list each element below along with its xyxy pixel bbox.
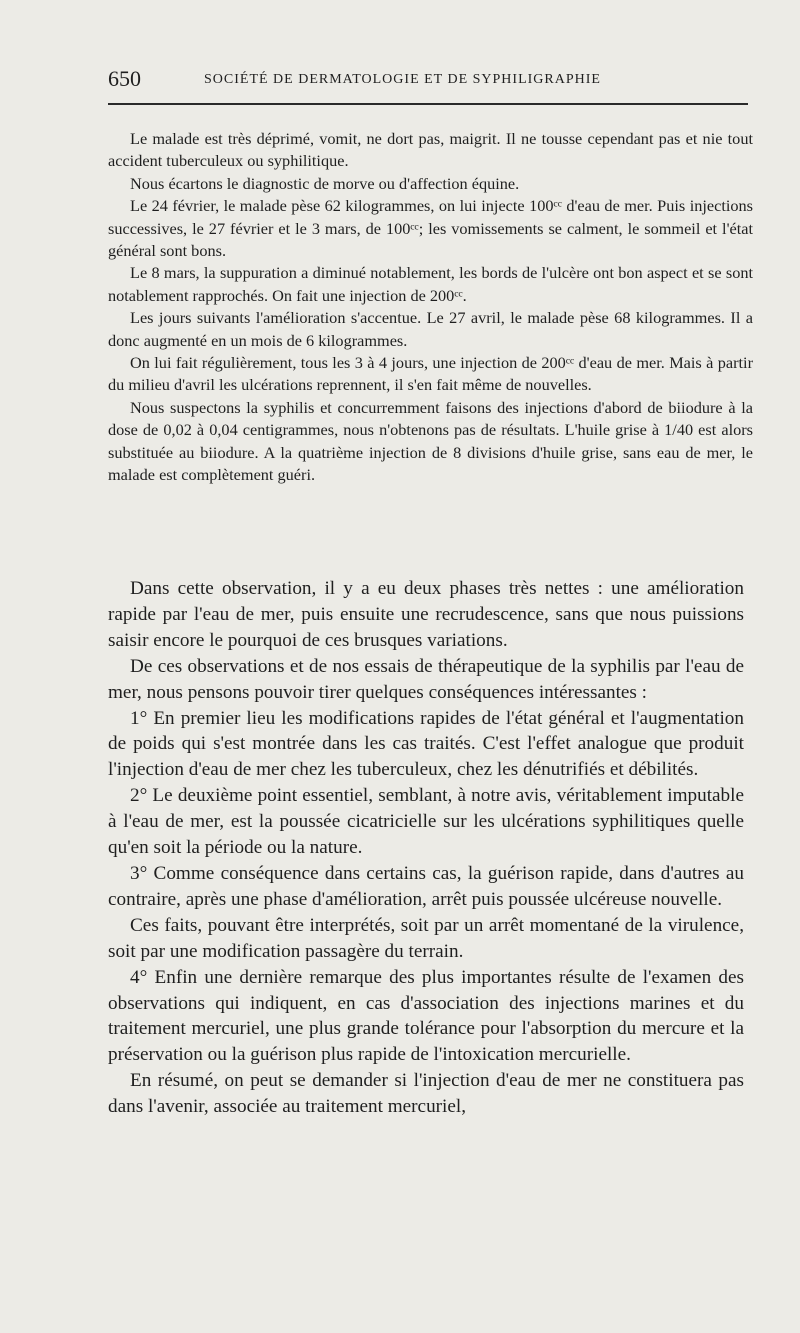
paragraph: 4° Enfin une dernière remarque des plus importantes résulte de l'examen des observations qui indiquent, en cas d'association des injections marines et du traitement mercuriel, une plus grande tolérance pour l'absorption du mercure et la préservation ou la guérison plus rapide de l'intoxication mercurielle. — [108, 966, 744, 1066]
paragraph: Nous suspectons la syphilis et concurremment faisons des injections d'abord de biiodure à la dose de 0,02 à 0,04 centigrammes, nous n'obtenons pas de résultats. L'huile grise à 1/40 est alors substituée au biiodure. A la quatrième injection de 8 divisions d'huile grise, sans eau de mer, le malade est complètement guéri. — [108, 397, 753, 485]
running-title: SOCIÉTÉ DE DERMATOLOGIE ET DE SYPHILIGRAPHIE — [204, 72, 601, 87]
paragraph: Les jours suivants l'amélioration s'accentue. Le 27 avril, le malade pèse 68 kilogrammes. Il a donc augmenté en un mois de 6 kilogrammes. — [108, 308, 753, 350]
page-number: 650 — [108, 66, 141, 91]
paragraph: On lui fait régulièrement, tous les 3 à 4 jours, une injection de 200ᶜᶜ d'eau de mer. Mais à partir du milieu d'avril les ulcérations reprennent, il s'en fait même de nouvelles. — [108, 353, 753, 395]
header-rule — [108, 103, 748, 105]
paragraph: Dans cette observation, il y a eu deux phases très nettes : une amélioration rapide par l'eau de mer, puis ensuite une recrudescence, sans que nous puissions saisir encore le pourquoi de ces brusques variations. — [108, 578, 744, 651]
paragraph: Le malade est très déprimé, vomit, ne dort pas, maigrit. Il ne tousse cependant pas et nie tout accident tuberculeux ou syphilitique. — [108, 129, 753, 171]
paragraph: Nous écartons le diagnostic de morve ou d'affection équine. — [130, 173, 520, 193]
paragraph: 2° Le deuxième point essentiel, semblant, à notre avis, véritablement imputable à l'eau de mer, est la poussée cicatricielle sur les ulcérations syphilitiques quelle qu'en soit la période ou la nature. — [108, 785, 744, 859]
discussion-text — [108, 576, 744, 1120]
paragraph: 3° Comme conséquence dans certains cas, la guérison rapide, dans d'autres au contraire, après une phase d'amélioration, arrêt puis poussée ulcéreuse nouvelle. — [108, 862, 744, 910]
paragraph: 1° En premier lieu les modifications rapides de l'état général et l'augmentation de poids qui s'est montrée dans les cas traités. C'est l'effet analogue que produit l'injection d'eau de mer chez les tuberculeux, chez les dénutrifiés et débilités. — [108, 707, 744, 781]
paragraph: Le 8 mars, la suppuration a diminué notablement, les bords de l'ulcère ont bon aspect et se sont notablement rapprochés. On fait une injection de 200ᶜᶜ. — [108, 263, 753, 305]
observation-text — [108, 128, 753, 487]
paragraph: Le 24 février, le malade pèse 62 kilogrammes, on lui injecte 100ᶜᶜ d'eau de mer. Puis injections successives, le 27 février et le 3 mars, de 100ᶜᶜ; les vomissements se calment, le sommeil et l'état général sont bons. — [108, 196, 753, 261]
paragraph: Ces faits, pouvant être interprétés, soit par un arrêt momentané de la virulence, soit par une modification passagère du terrain. — [108, 914, 744, 962]
page-header — [108, 66, 748, 98]
paragraph: De ces observations et de nos essais de thérapeutique de la syphilis par l'eau de mer, nous pensons pouvoir tirer quelques conséquences intéressantes : — [108, 655, 744, 703]
paragraph: En résumé, on peut se demander si l'injection d'eau de mer ne constituera pas dans l'avenir, associée au traitement mercuriel, — [108, 1070, 744, 1118]
